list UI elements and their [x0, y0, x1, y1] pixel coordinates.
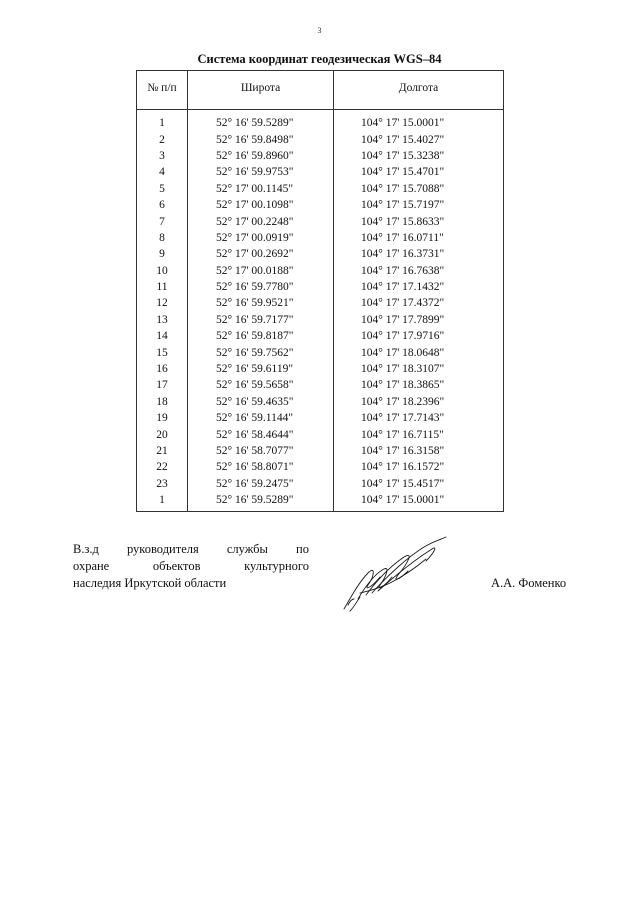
- row-number-cell: 4: [137, 164, 188, 180]
- latitude-cell: 52° 16' 59.7562": [188, 344, 334, 360]
- coordinates-table-body: [137, 110, 504, 512]
- latitude-cell: 52° 16' 59.9753": [188, 164, 334, 180]
- longitude-cell: 104° 17' 15.7088": [334, 181, 504, 197]
- latitude-cell: 52° 16' 59.7177": [188, 312, 334, 328]
- table-row: [137, 181, 504, 197]
- table-row: [137, 110, 504, 132]
- row-number-cell: 5: [137, 181, 188, 197]
- longitude-cell: 104° 17' 15.0001": [334, 110, 504, 132]
- row-number-cell: 8: [137, 230, 188, 246]
- position-word: объектов: [152, 559, 201, 573]
- coordinates-table-header: [137, 71, 504, 110]
- position-word: службы: [226, 542, 268, 556]
- latitude-cell: 52° 16' 58.4644": [188, 426, 334, 442]
- row-number-cell: 15: [137, 344, 188, 360]
- table-row: [137, 213, 504, 229]
- latitude-cell: 52° 16' 59.5289": [188, 492, 334, 512]
- table-row: [137, 361, 504, 377]
- row-number-cell: 23: [137, 476, 188, 492]
- column-header-longitude: Долгота: [334, 71, 504, 110]
- table-row: [137, 164, 504, 180]
- column-header-number: № п/п: [137, 71, 188, 110]
- table-row: [137, 410, 504, 426]
- table-row: [137, 295, 504, 311]
- table-row: [137, 426, 504, 442]
- position-word: В.з.д: [73, 542, 99, 556]
- header-row: [137, 71, 504, 110]
- longitude-cell: 104° 17' 15.7197": [334, 197, 504, 213]
- position-word: охране: [73, 559, 110, 573]
- row-number-cell: 19: [137, 410, 188, 426]
- row-number-cell: 3: [137, 148, 188, 164]
- table-row: [137, 312, 504, 328]
- row-number-cell: 22: [137, 459, 188, 475]
- longitude-cell: 104° 17' 18.0648": [334, 344, 504, 360]
- latitude-cell: 52° 16' 59.6119": [188, 361, 334, 377]
- longitude-cell: 104° 17' 15.4027": [334, 131, 504, 147]
- row-number-cell: 6: [137, 197, 188, 213]
- latitude-cell: 52° 17' 00.2692": [188, 246, 334, 262]
- table-row: [137, 377, 504, 393]
- latitude-cell: 52° 17' 00.2248": [188, 213, 334, 229]
- column-header-latitude: Широта: [188, 71, 334, 110]
- longitude-cell: 104° 17' 15.8633": [334, 213, 504, 229]
- latitude-cell: 52° 16' 58.7077": [188, 443, 334, 459]
- row-number-cell: 12: [137, 295, 188, 311]
- row-number-cell: 7: [137, 213, 188, 229]
- table-row: [137, 344, 504, 360]
- table-row: [137, 492, 504, 512]
- longitude-cell: 104° 17' 15.0001": [334, 492, 504, 512]
- row-number-cell: 17: [137, 377, 188, 393]
- longitude-cell: 104° 17' 15.4517": [334, 476, 504, 492]
- latitude-cell: 52° 17' 00.0188": [188, 263, 334, 279]
- longitude-cell: 104° 17' 18.3865": [334, 377, 504, 393]
- table-row: [137, 148, 504, 164]
- longitude-cell: 104° 17' 16.7115": [334, 426, 504, 442]
- latitude-cell: 52° 16' 59.2475": [188, 476, 334, 492]
- latitude-cell: 52° 16' 59.5658": [188, 377, 334, 393]
- position-word: культурного: [244, 559, 309, 573]
- handwritten-signature: [338, 533, 450, 613]
- signer-name: А.А. Фоменко: [491, 576, 567, 590]
- latitude-cell: 52° 16' 59.7780": [188, 279, 334, 295]
- signature-block: [73, 541, 309, 592]
- table-row: [137, 443, 504, 459]
- document-title: Система координат геодезическая WGS–84: [197, 52, 442, 66]
- longitude-cell: 104° 17' 18.3107": [334, 361, 504, 377]
- position-word: руководителя: [126, 542, 199, 556]
- row-number-cell: 1: [137, 110, 188, 132]
- table-row: [137, 230, 504, 246]
- row-number-cell: 1: [137, 492, 188, 512]
- table-row: [137, 279, 504, 295]
- position-line-3: наследия Иркутской области: [73, 576, 227, 590]
- latitude-cell: 52° 17' 00.0919": [188, 230, 334, 246]
- longitude-cell: 104° 17' 16.3158": [334, 443, 504, 459]
- longitude-cell: 104° 17' 15.4701": [334, 164, 504, 180]
- row-number-cell: 21: [137, 443, 188, 459]
- latitude-cell: 52° 16' 59.1144": [188, 410, 334, 426]
- page-number: 3: [317, 26, 322, 35]
- longitude-cell: 104° 17' 18.2396": [334, 394, 504, 410]
- latitude-cell: 52° 16' 59.4635": [188, 394, 334, 410]
- longitude-cell: 104° 17' 16.0711": [334, 230, 504, 246]
- latitude-cell: 52° 16' 59.8498": [188, 131, 334, 147]
- row-number-cell: 20: [137, 426, 188, 442]
- longitude-cell: 104° 17' 17.9716": [334, 328, 504, 344]
- row-number-cell: 14: [137, 328, 188, 344]
- row-number-cell: 18: [137, 394, 188, 410]
- longitude-cell: 104° 17' 17.7143": [334, 410, 504, 426]
- table-row: [137, 476, 504, 492]
- table-row: [137, 459, 504, 475]
- latitude-cell: 52° 16' 59.8187": [188, 328, 334, 344]
- longitude-cell: 104° 17' 17.7899": [334, 312, 504, 328]
- row-number-cell: 2: [137, 131, 188, 147]
- coordinates-table: [136, 70, 504, 512]
- longitude-cell: 104° 17' 15.3238": [334, 148, 504, 164]
- latitude-cell: 52° 16' 58.8071": [188, 459, 334, 475]
- table-row: [137, 263, 504, 279]
- latitude-cell: 52° 17' 00.1145": [188, 181, 334, 197]
- longitude-cell: 104° 17' 16.1572": [334, 459, 504, 475]
- longitude-cell: 104° 17' 16.7638": [334, 263, 504, 279]
- table-row: [137, 197, 504, 213]
- row-number-cell: 10: [137, 263, 188, 279]
- longitude-cell: 104° 17' 16.3731": [334, 246, 504, 262]
- latitude-cell: 52° 17' 00.1098": [188, 197, 334, 213]
- position-line-1: [73, 541, 309, 558]
- position-word: по: [296, 542, 309, 556]
- row-number-cell: 13: [137, 312, 188, 328]
- longitude-cell: 104° 17' 17.1432": [334, 279, 504, 295]
- table-row: [137, 328, 504, 344]
- table-row: [137, 246, 504, 262]
- table-row: [137, 394, 504, 410]
- longitude-cell: 104° 17' 17.4372": [334, 295, 504, 311]
- latitude-cell: 52° 16' 59.8960": [188, 148, 334, 164]
- position-line-2: [73, 558, 309, 575]
- latitude-cell: 52° 16' 59.9521": [188, 295, 334, 311]
- row-number-cell: 16: [137, 361, 188, 377]
- table-row: [137, 131, 504, 147]
- latitude-cell: 52° 16' 59.5289": [188, 110, 334, 132]
- row-number-cell: 9: [137, 246, 188, 262]
- row-number-cell: 11: [137, 279, 188, 295]
